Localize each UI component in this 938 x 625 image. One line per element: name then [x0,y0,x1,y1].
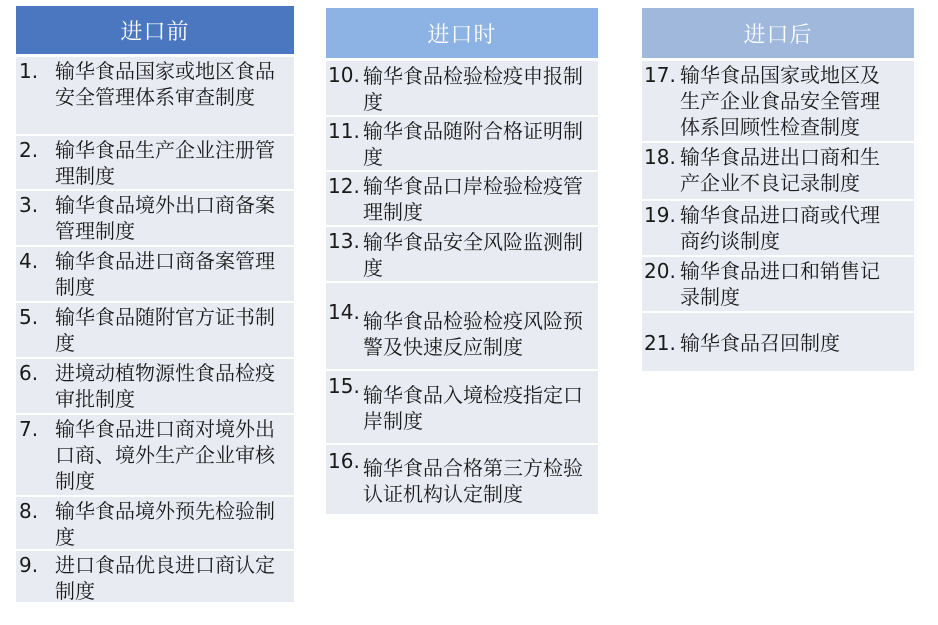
list-item [326,117,598,172]
item-text: 输华食品国家或地区食品安全管理体系审查制度 [55,59,275,109]
item-number: 13. [328,229,360,253]
list-item [642,257,914,313]
list-item [642,61,914,143]
item-text: 输华食品检验检疫申报制度 [363,63,583,114]
list-item [16,57,294,136]
item-text: 输华食品进口商对境外出口商、境外生产企业审核制度 [55,417,275,493]
item-number: 10. [328,63,360,87]
item-text: 输华食品检验检疫风险预警及快速反应制度 [363,309,583,359]
item-text: 输华食品进口和销售记录制度 [680,259,880,309]
list-item [16,359,294,415]
item-number: 1. [19,59,39,83]
item-text: 输华食品进出口商和生产企业不良记录制度 [680,145,880,195]
list-item [16,136,294,191]
item-number: 17. [644,63,676,87]
item-text: 输华食品随附官方证书制度 [55,305,275,355]
item-number: 11. [328,119,360,143]
item-text: 输华食品口岸检验检疫管理制度 [363,174,583,224]
item-text: 输华食品境外预先检验制度 [55,499,275,549]
item-number: 9. [19,553,39,577]
list-item [326,227,598,283]
item-text: 输华食品境外出口商备案管理制度 [55,193,275,243]
item-number: 16. [328,449,360,473]
item-text: 输华食品入境检疫指定口岸制度 [363,383,583,433]
column-before-import [16,6,294,604]
item-number: 15. [328,374,360,398]
item-text: 输华食品进口商备案管理制度 [55,249,275,299]
item-number: 5. [19,305,39,329]
item-list-before-import [16,57,294,604]
item-text: 进境动植物源性食品检疫审批制度 [55,361,275,411]
list-item [16,191,294,247]
list-item [16,551,294,604]
list-item [16,415,294,497]
list-item [326,61,598,117]
item-number: 8. [19,499,39,523]
column-header-after-import: 进口后 [642,8,914,58]
item-number: 19. [644,203,676,227]
list-item [642,143,914,201]
item-text: 输华食品召回制度 [680,330,840,355]
list-item [16,247,294,303]
column-during-import [326,8,598,516]
item-number: 21. [644,330,676,355]
list-item [642,201,914,257]
item-list-after-import [642,61,914,373]
item-text: 输华食品国家或地区及生产企业食品安全管理体系回顾性检查制度 [680,63,880,139]
item-number: 14. [328,300,360,324]
column-after-import [642,8,914,373]
item-text: 输华食品合格第三方检验认证机构认定制度 [363,456,583,506]
item-number: 7. [19,417,39,441]
item-text: 进口食品优良进口商认定制度 [55,553,275,603]
item-list-during-import [326,61,598,516]
item-number: 20. [644,259,676,283]
list-item [326,445,598,516]
list-item [326,283,598,371]
item-number: 3. [19,193,39,217]
list-item [326,371,598,445]
item-number: 4. [19,249,39,273]
column-header-before-import: 进口前 [16,6,294,54]
list-item [642,313,914,373]
list-item [16,303,294,359]
list-item [16,497,294,551]
item-number: 6. [19,361,39,385]
item-text: 输华食品安全风险监测制度 [363,229,583,280]
item-number: 12. [328,174,360,198]
item-text: 输华食品生产企业注册管理制度 [55,138,275,188]
item-text: 输华食品随附合格证明制度 [363,119,583,169]
column-header-during-import: 进口时 [326,8,598,58]
list-item [326,172,598,227]
item-number: 18. [644,145,676,169]
item-text: 输华食品进口商或代理商约谈制度 [680,203,880,253]
item-number: 2. [19,138,39,162]
